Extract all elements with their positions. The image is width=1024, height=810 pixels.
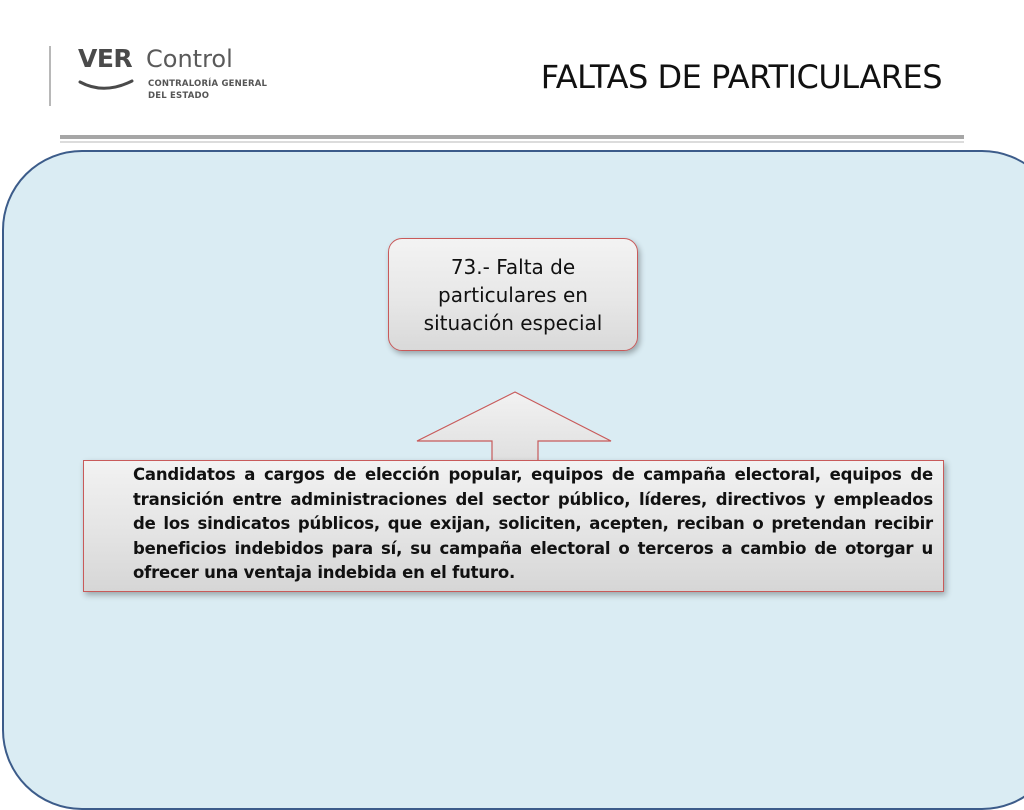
logo-swoosh-icon bbox=[78, 76, 136, 94]
header-rule-light bbox=[60, 141, 964, 143]
falta-title-text: 73.- Falta de particulares en situación especial bbox=[423, 254, 603, 335]
logo-brand-bold: VER bbox=[78, 44, 133, 73]
up-arrow-icon bbox=[410, 388, 620, 468]
logo-brand-light: Control bbox=[146, 45, 233, 73]
header-rule-dark bbox=[60, 135, 964, 139]
page-title: FALTAS DE PARTICULARES bbox=[540, 58, 942, 96]
logo-subtitle-line2: DEL ESTADO bbox=[148, 91, 210, 101]
logo-divider bbox=[49, 46, 51, 106]
logo-subtitle bbox=[148, 78, 267, 102]
falta-title-box bbox=[388, 238, 638, 351]
logo-subtitle-line1: CONTRALORÍA GENERAL bbox=[148, 79, 268, 89]
description-text: Candidatos a cargos de elección popular, equipos de campaña electoral, equipos de transición entre administraciones del sector público, líderes, directivos y empleados de los sindicatos públicos, que exijan, soliciten, acepten, reciban o pretendan recibir beneficios indebidos para sí, su campaña electoral o terceros a cambio de otorgar u ofrecer una ventaja indebida en el futuro. bbox=[133, 465, 933, 582]
